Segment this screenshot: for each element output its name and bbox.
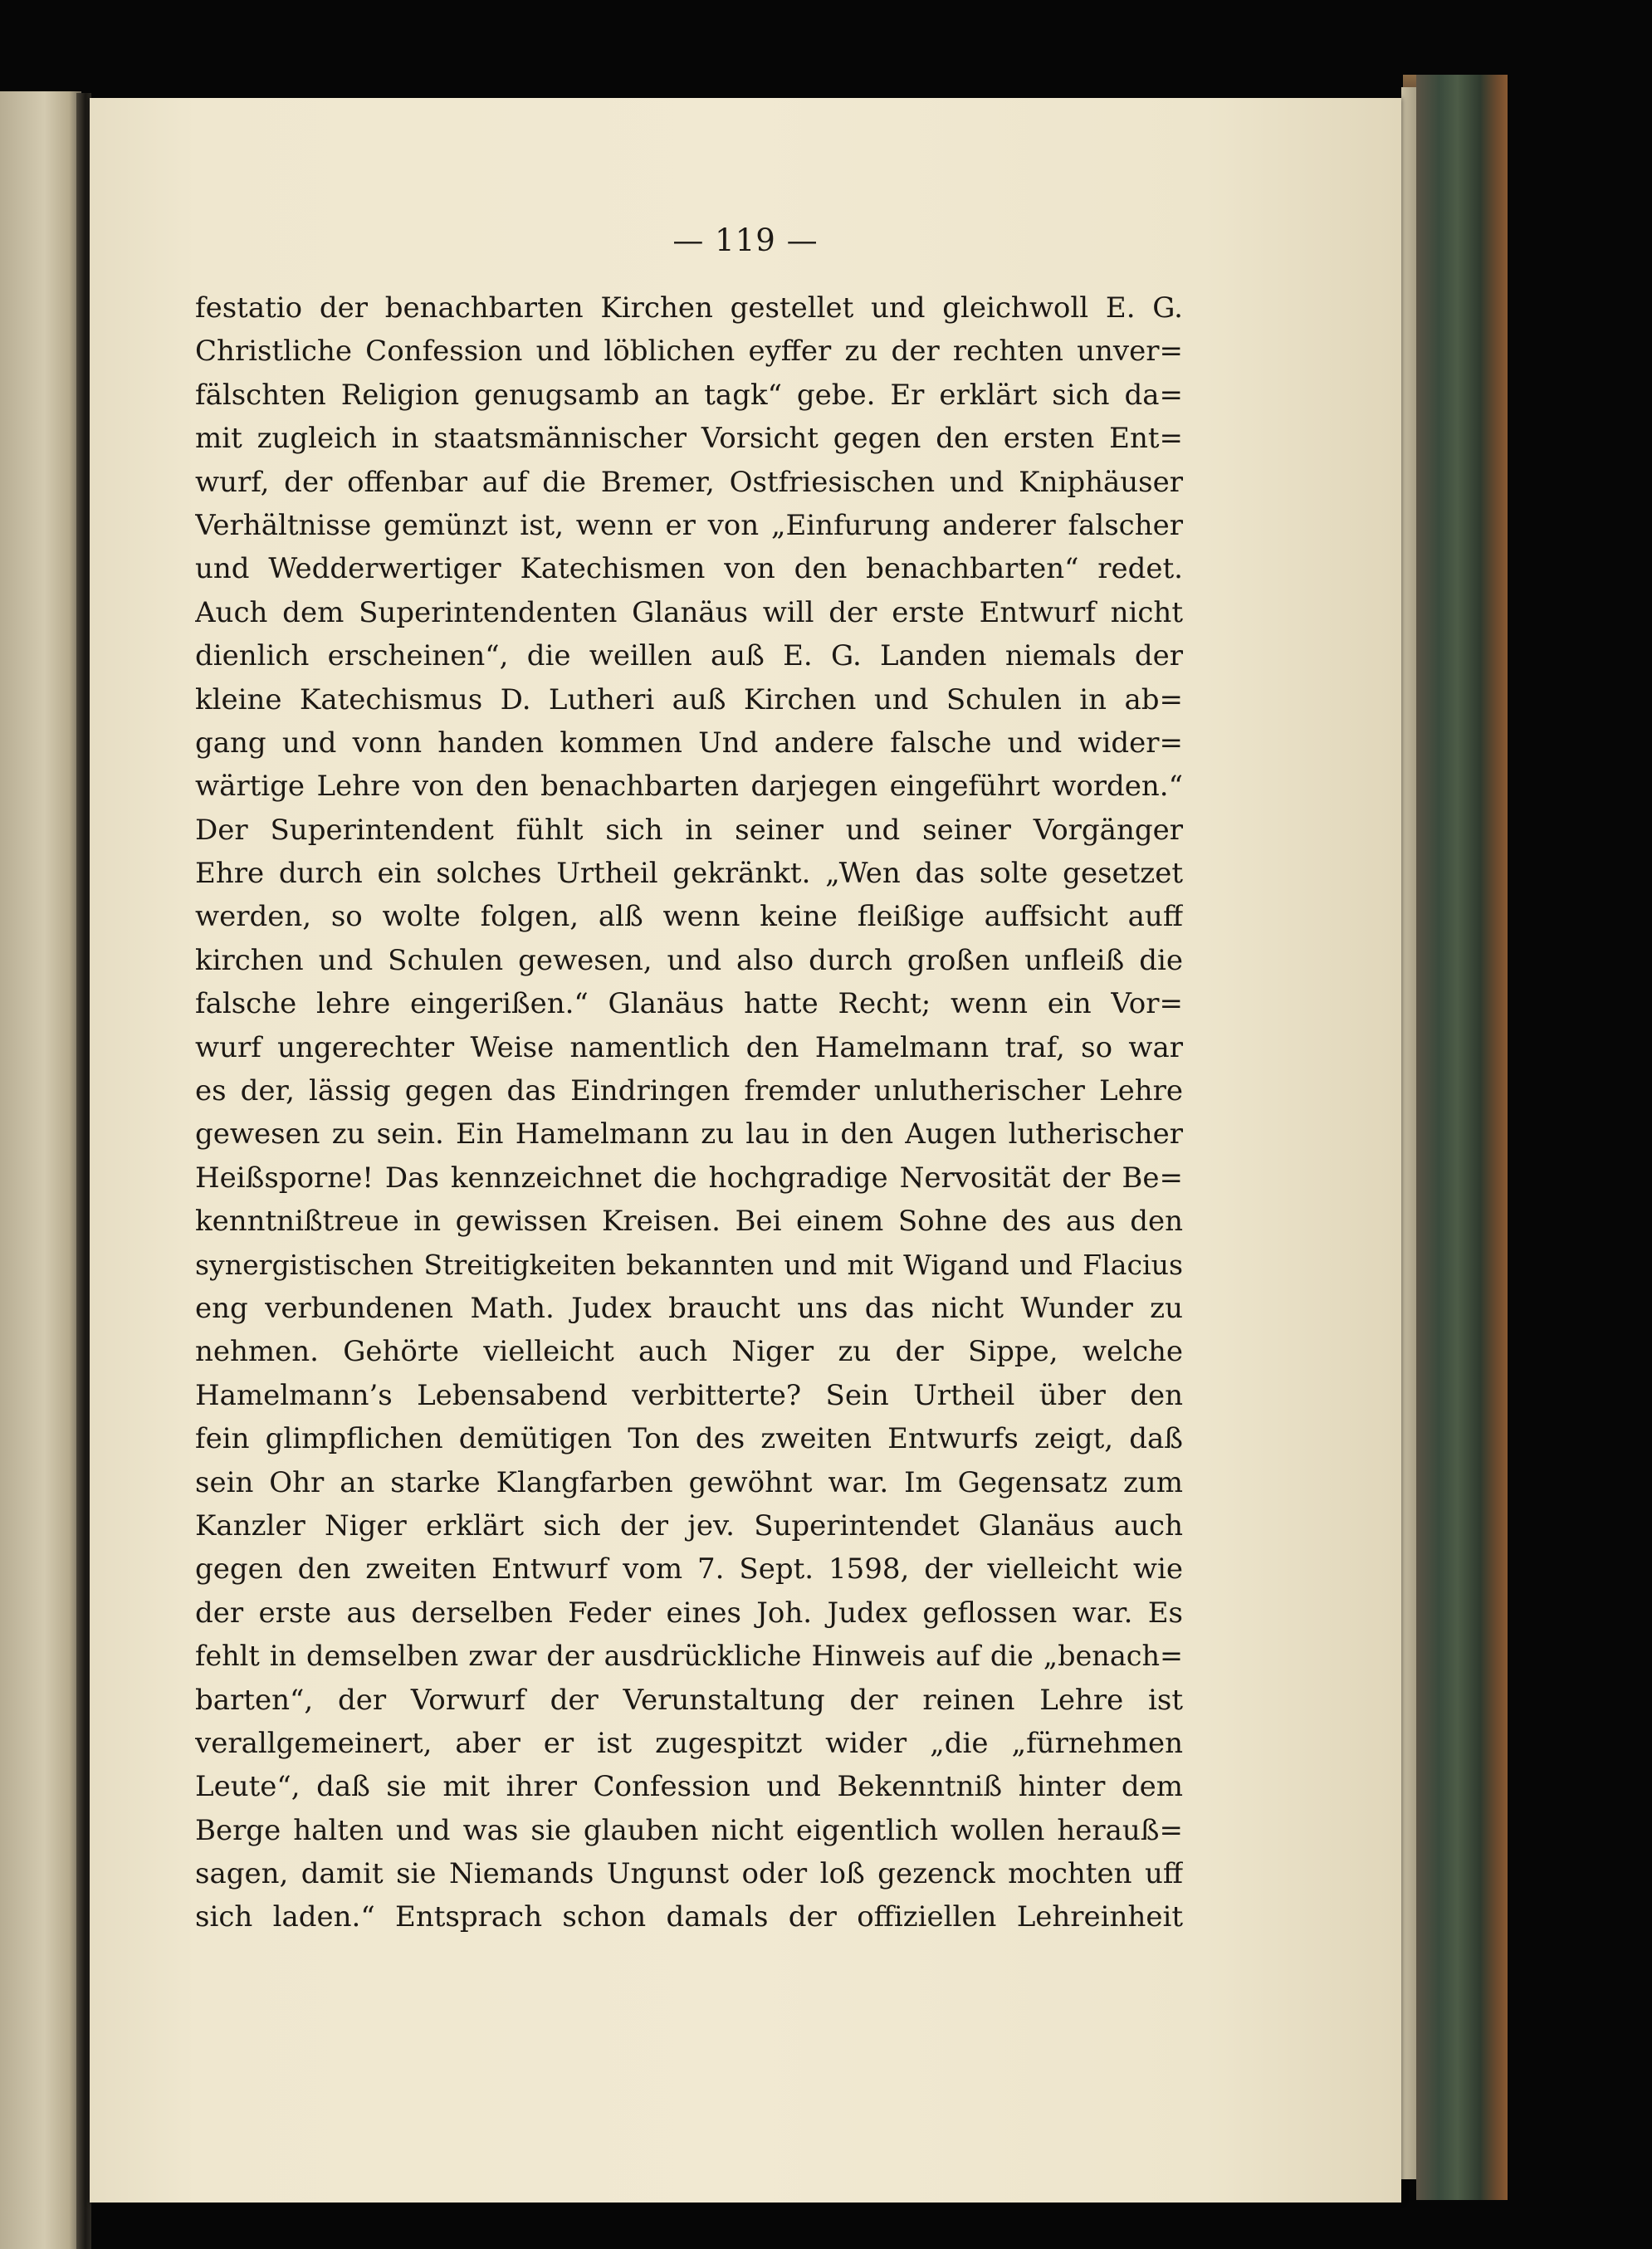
book-cover-edge <box>1416 75 1508 2200</box>
text-line: synergistischen Streitigkeiten bekannten und mit Wigand und Flacius <box>195 1248 1183 1281</box>
text-line: Kanzler Niger erklärt sich der jev. Superintendet Glanäus auch <box>195 1508 1183 1543</box>
text-line: Christliche Confession und löblichen eyffer zu der rechten unver= <box>195 335 1183 369</box>
text-line: es der, lässig gegen das Eindringen fremder unlutherischer Lehre <box>195 1074 1183 1108</box>
text-line: eng verbundenen Math. Judex braucht uns das nicht Wunder zu <box>195 1291 1183 1325</box>
text-line: und Wedderwertiger Katechismen von den benachbarten“ redet. <box>195 552 1183 586</box>
text-line: gang und vonn handen kommen Und andere falsche und wider= <box>195 726 1183 760</box>
text-line: dienlich erscheinen“, die weillen auß E. G. Landen niemals der <box>195 639 1183 673</box>
text-line: fälschten Religion genugsamb an tagk“ gebe. Er erklärt sich da= <box>195 378 1183 412</box>
text-line: wurf ungerechter Weise namentlich den Hamelmann traf, so war <box>195 1030 1183 1064</box>
text-line: gegen den zweiten Entwurf vom 7. Sept. 1598, der vielleicht wie <box>195 1552 1183 1587</box>
text-line: falsche lehre eingerißen.“ Glanäus hatte Recht; wenn ein Vor= <box>195 987 1183 1021</box>
text-line: fein glimpflichen demütigen Ton des zweiten Entwurfs zeigt, daß <box>195 1422 1183 1456</box>
text-line: Heißsporne! Das kennzeichnet die hochgradige Nervosität der Be= <box>195 1161 1183 1195</box>
text-line: der erste aus derselben Feder eines Joh. Judex geflossen war. Es <box>195 1596 1183 1630</box>
text-line: fehlt in demselben zwar der ausdrückliche Hinweis auf die „benach= <box>195 1640 1183 1673</box>
text-line: sein Ohr an starke Klangfarben gewöhnt war. Im Gegensatz zum <box>195 1465 1183 1499</box>
text-line: sich laden.“ Entsprach schon damals der offiziellen Lehreinheit <box>195 1900 1183 1934</box>
text-line: kenntnißtreue in gewissen Kreisen. Bei einem Sohne des aus den <box>195 1205 1183 1239</box>
body-text <box>195 286 1183 1939</box>
text-line: Ehre durch ein solches Urtheil gekränkt. „Wen das solte gesetzet <box>195 857 1183 891</box>
page-stack-edge <box>1401 87 1416 2179</box>
text-line: verallgemeinert, aber er ist zugespitzt wider „die „fürnehmen <box>195 1726 1183 1760</box>
text-line: kleine Katechismus D. Lutheri auß Kirchen und Schulen in ab= <box>195 682 1183 716</box>
text-line: sagen, damit sie Niemands Ungunst oder loß gezenck mochten uff <box>195 1857 1183 1891</box>
text-line: Der Superintendent fühlt sich in seiner und seiner Vorgänger <box>195 813 1183 847</box>
text-line: kirchen und Schulen gewesen, und also durch großen unfleiß die <box>195 943 1183 977</box>
text-line: Hamelmann’s Lebensabend verbitterte? Sein Urtheil über den <box>195 1378 1183 1412</box>
text-line: mit zugleich in staatsmännischer Vorsicht gegen den ersten Ent= <box>195 422 1183 456</box>
left-page-edge <box>0 91 81 2249</box>
page-number: — 119 — <box>672 222 819 258</box>
text-line: festatio der benachbarten Kirchen gestellet und gleichwoll E. G. <box>195 291 1183 325</box>
text-line: wärtige Lehre von den benachbarten darjegen eingeführt worden.“ <box>195 770 1183 804</box>
text-line: Auch dem Superintendenten Glanäus will der erste Entwurf nicht <box>195 595 1183 629</box>
text-line: Verhältnisse gemünzt ist, wenn er von „Einfurung anderer falscher <box>195 508 1183 542</box>
text-line: Leute“, daß sie mit ihrer Confession und Bekenntniß hinter dem <box>195 1770 1183 1804</box>
text-line: gewesen zu sein. Ein Hamelmann zu lau in den Augen lutherischer <box>195 1117 1183 1151</box>
text-line: nehmen. Gehörte vielleicht auch Niger zu der Sippe, welche <box>195 1335 1183 1369</box>
text-line: werden, so wolte folgen, alß wenn keine fleißige auffsicht auff <box>195 900 1183 934</box>
text-line: wurf, der offenbar auf die Bremer, Ostfriesischen und Kniphäuser <box>195 465 1183 499</box>
text-line: barten“, der Vorwurf der Verunstaltung der reinen Lehre ist <box>195 1683 1183 1717</box>
text-line: Berge halten und was sie glauben nicht eigentlich wollen herauß= <box>195 1813 1183 1847</box>
